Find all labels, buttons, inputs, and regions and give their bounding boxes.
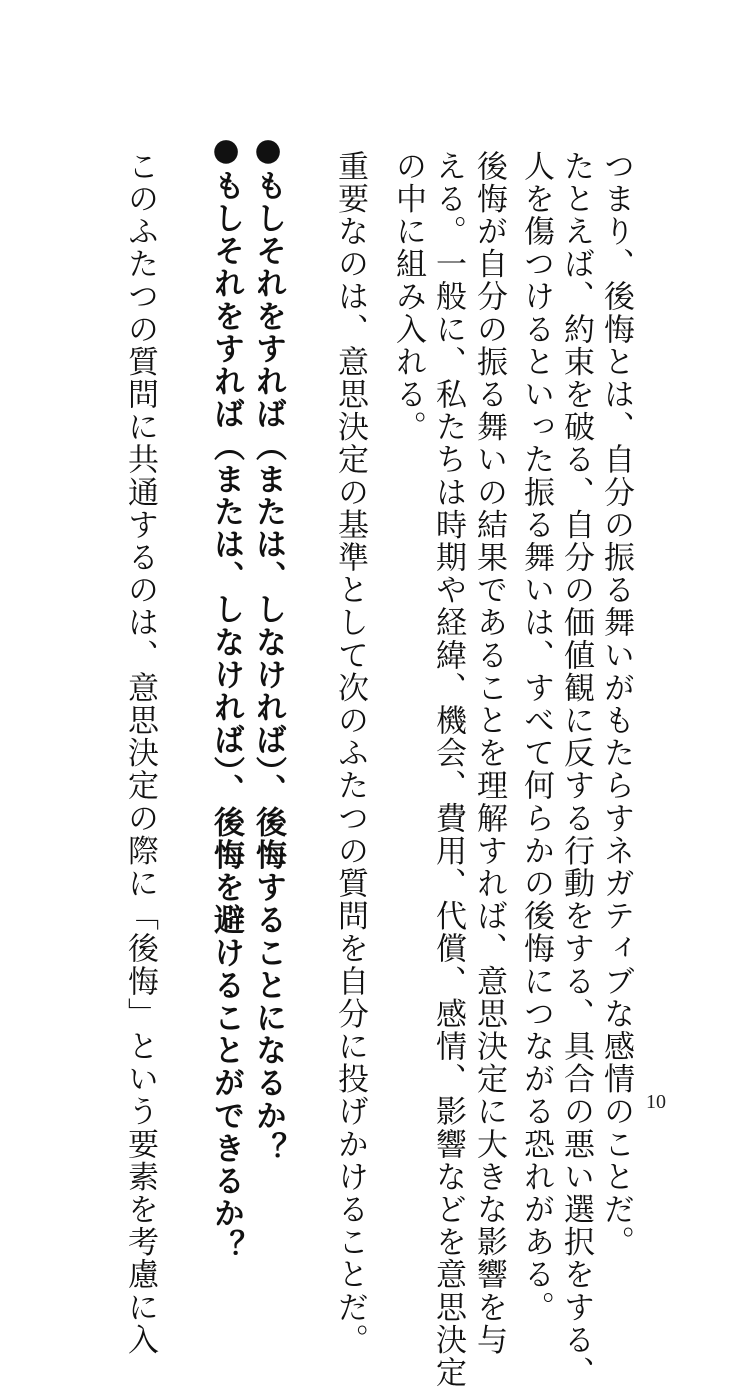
text-line-8: このふたつの質問に共通するのは、意思決定の際に「後悔」という要素を考慮に入: [122, 150, 158, 1357]
text-line-7: 重要なのは、意思決定の基準として次のふたつの質問を自分に投げかけることだ。: [332, 150, 368, 1357]
text-line-1: つまり、後悔とは、自分の振る舞いがもたらすネガティブな感情のことだ。: [598, 150, 634, 1259]
question-bullet-2: ●もしそれをすれば（または、しなければ）、後悔を避けることができるか？: [208, 132, 244, 1263]
text-line-6: の中に組み入れる。: [390, 150, 426, 444]
text-line-3: 人を傷つけるといった振る舞いは、すべて何らかの後悔につながる恐れがある。: [518, 150, 554, 1324]
text-line-2: たとえば、約束を破る、自分の価値観に反する行動をする、具合の悪い選択をする、: [558, 150, 594, 1389]
question-bullet-1: ●もしそれをすれば（または、しなければ）、後悔することになるか？: [250, 132, 286, 1165]
text-line-4: 後悔が自分の振る舞いの結果であることを理解すれば、意思決定に大きな影響を与: [471, 150, 507, 1357]
text-line-5: える。一般に、私たちは時期や経緯、機会、費用、代償、感情、影響などを意思決定: [430, 150, 466, 1389]
page-number: 10: [646, 1091, 666, 1113]
